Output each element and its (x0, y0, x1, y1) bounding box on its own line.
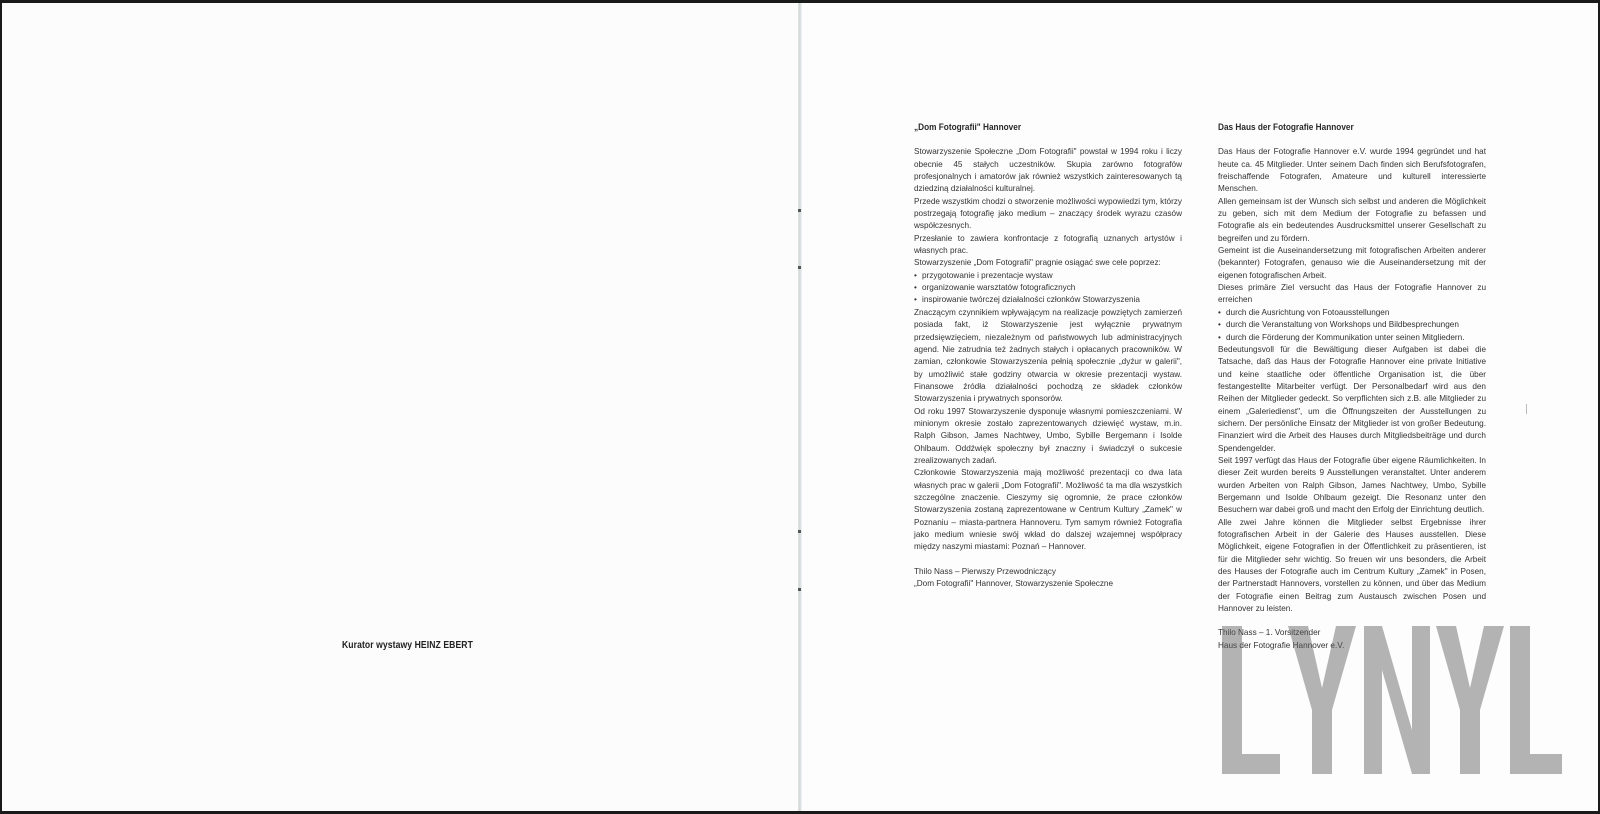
signature-org: Haus der Fotografie Hannover e.V. (1218, 640, 1345, 650)
signature (914, 566, 1182, 591)
paragraph: Stowarzyszenie „Dom Fotografii" pragnie osiągać swe cele poprzez: (914, 258, 1161, 268)
paragraph: Das Haus der Fotografie Hannover e.V. wurde 1994 gegründet und hat heute ca. 45 Mitglieder. Unter seinem Dach finden sich Berufsfotografen, freischaffende Fotografen, Amateure und kulturell interessierte Menschen. (1218, 147, 1486, 194)
curator-prefix: Kurator wystawy (342, 639, 413, 651)
watermark-letter-l (1222, 626, 1280, 774)
polish-heading: „Dom Fotografii" Hannover (914, 122, 1022, 133)
edge-mark (1526, 404, 1527, 414)
list-item: • przygotowanie i prezentacje wystaw (914, 270, 1182, 282)
left-page (2, 3, 800, 811)
paragraph: Alle zwei Jahre können die Mitglieder selbst Ergebnisse ihrer fotografischen Arbeit in der Galerie des Hauses ausstellen. Diese Möglichkeit, eigene Fotografien in der Öffentlichkeit zu präsentieren, ist für die Mitglieder sehr wichtig. So freuen wir uns besonders, die Arbeit des Hauses der Fotografie auch im Centrum Kultury „Zamek" in Posen, der Partnerstadt Hannovers, vorstellen zu können, und über das Medium der Fotografie einen Beitrag zum Austausch zwischen Posen und Hannover zu leisten. (1218, 517, 1486, 614)
list-item: • durch die Ausrichtung von Fotoausstellungen (1218, 307, 1486, 319)
signature-name: Thilo Nass – Pierwszy Przewodniczący (914, 566, 1056, 576)
binding-mark (798, 209, 801, 212)
watermark-letter-y (1288, 626, 1356, 774)
binding-mark (798, 588, 801, 591)
binding-mark (798, 530, 801, 533)
paragraph: Gemeint ist die Auseinandersetzung mit fotografischen Arbeiten anderer (bekannter) Fotografen, genauso wie die Auseinandersetzung mit der eigenen fotografischen Arbeit. (1218, 246, 1486, 280)
paragraph: Członkowie Stowarzyszenia mają możliwość prezentacji co dwa lata własnych prac w galerii „Dom Fotografii". Możliwość ta ma dla wszystkich szczególne znaczenie. Cieszymy się ogromnie, że prace członków Stowarzyszenia zostaną zaprezentowane w Centrum Kultury „Zamek" w Poznaniu – miasta-partnera Hannoveru. Tym samym również Fotografia jako medium wniesie swój wkład do dalszej wzajemnej współpracy między naszymi miastami: Poznań – Hannover. (914, 468, 1182, 552)
paragraph: Stowarzyszenie Społeczne „Dom Fotografii" powstał w 1994 roku i liczy obecnie 45 stałych uczestników. Skupia zarówno fotografów profesjonalnych i amatorów jak również wszystkich zainteresowanych tą dziedziną działalności kulturalnej. (914, 147, 1182, 194)
lynyl-watermark (1222, 626, 1562, 774)
curator-name: HEINZ EBERT (414, 639, 473, 651)
signature-name: Thilo Nass – 1. Vorsitzender (1218, 628, 1321, 638)
paragraph: Przede wszystkim chodzi o stworzenie możliwości wypowiedzi tym, którzy postrzegają fotografię jako medium – znaczący środek wyrazu czasów współczesnych. (914, 196, 1182, 231)
watermark-letter-l2 (1510, 626, 1562, 774)
list-item: • inspirowanie twórczej działalności członków Stowarzyszenia (914, 294, 1182, 306)
curator-credit (342, 639, 473, 651)
list-item: • durch die Förderung der Kommunikation unter seinen Mitgliedern. (1218, 332, 1486, 344)
german-column (1218, 122, 1486, 652)
list-item: • durch die Veranstaltung von Workshops und Bildbesprechungen (1218, 319, 1486, 331)
paragraph: Dieses primäre Ziel versucht das Haus der Fotografie Hannover zu erreichen (1218, 283, 1486, 305)
watermark-letter-n (1364, 626, 1430, 774)
page-gutter (798, 3, 802, 811)
polish-column (914, 122, 1182, 590)
watermark-letter-y2 (1436, 626, 1504, 774)
paragraph: Bedeutungsvoll für die Bewältigung dieser Aufgaben ist dabei die Tatsache, daß das Haus der Fotografie Hannover eine private Initiative und keine staatliche oder öffentliche Organisation ist, die über festangestellte Mitarbeiter verfügt. Der Personalbedarf wird aus den Reihen der Mitglieder gedeckt. So verpflichten sich z.B. alle Mitglieder zu einem „Galeriedienst", um die Öffnungszeiten der Ausstellungen zu sichern. Der persönliche Einsatz der Mitglieder ist von großer Bedeutung. Finanziert wird die Arbeit des Hauses durch Mitgliedsbeiträge und durch Spendengelder. (1218, 344, 1486, 453)
paragraph: Od roku 1997 Stowarzyszenie dysponuje własnymi pomieszczeniami. W minionym okresie zostało zaprezentowanych dziewięć wystaw, m.in. Ralph Gibson, James Nachtwey, Umbo, Sybille Bergemann i Isolde Ohlbaum. Oddźwięk społeczny był znaczny i świadczył o sukcesie zrealizowanych zadań. (914, 406, 1182, 465)
paragraph: Allen gemeinsam ist der Wunsch sich selbst und anderen die Möglichkeit zu geben, sich mit dem Medium der Fotografie zu befassen und Fotografie als ein bedeutendes Ausdrucksmittel unserer Gesellschaft zu begreifen und zu fördern. (1218, 196, 1486, 243)
paragraph: Znaczącym czynnikiem wpływającym na realizacje powziętych zamierzeń posiada fakt, iż Stowarzyszenie jest wyłącznie prywatnym przedsięwzięciem, niezależnym od państwowych lub administracyjnych agend. Nie zatrudnia też żadnych stałych i opłacanych pracowników. W zamian, członkowie Stowarzyszenia pełnią społecznie „dyżur w galerii", by umożliwić stałe godziny otwarcia w okresie prezentacji wystaw. Finansowe źródła działalności pochodzą ze składek członków Stowarzyszenia i prywatnych sponsorów. (914, 307, 1182, 404)
paragraph: Przesłanie to zawiera konfrontacje z fotografią uznanych artystów i własnych prac. (914, 233, 1182, 256)
signature-org: „Dom Fotografii" Hannover, Stowarzyszenie Społeczne (914, 579, 1114, 589)
goals-list (914, 270, 1182, 307)
german-heading: Das Haus der Fotografie Hannover (1218, 122, 1354, 133)
list-item: • organizowanie warsztatów fotograficznych (914, 282, 1182, 294)
paragraph: Seit 1997 verfügt das Haus der Fotografie über eigene Räumlichkeiten. In dieser Zeit wurden bereits 9 Ausstellungen veranstaltet. Unter anderem wurden Arbeiten von Ralph Gibson, James Nachtwey, Umbo, Sybille Bergemann und Isolde Ohlbaum gezeigt. Die Resonanz unter den Besuchern war dabei groß und macht den Erfolg der Einrichtung deutlich. (1218, 455, 1486, 515)
binding-mark (798, 266, 801, 269)
goals-list (1218, 307, 1486, 344)
